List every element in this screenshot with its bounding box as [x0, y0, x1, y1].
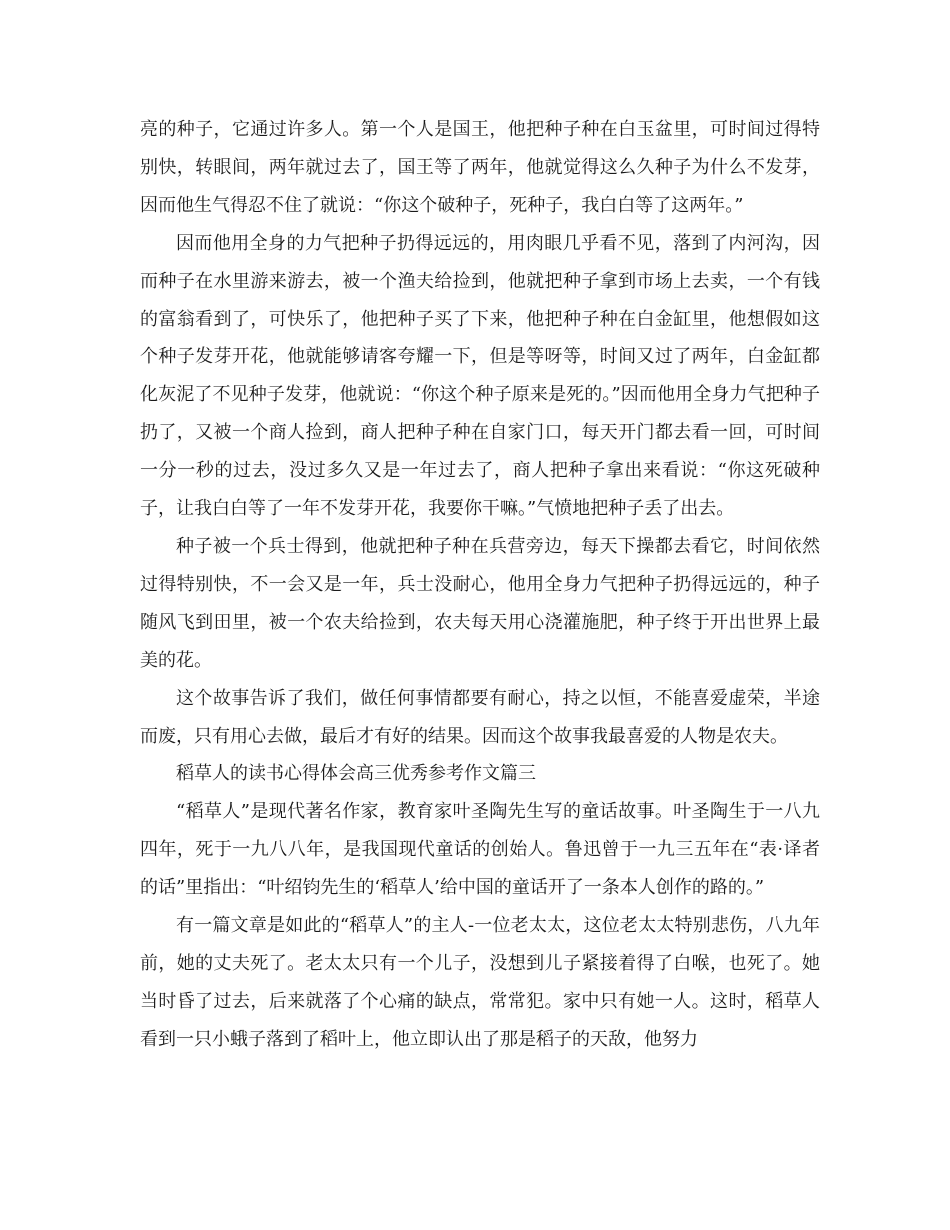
- paragraph-4: 这个故事告诉了我们，做任何事情都要有耐心，持之以恒，不能喜爱虚荣，半途而废，只有用心去做，最后才有好的结果。因而这个故事我最喜爱的人物是农夫。: [140, 687, 820, 747]
- paragraph-6: 有一篇文章是如此的“稻草人”的主人-一位老太太，这位老太太特别悲伤，八九年前，她的丈夫死了。老太太只有一个儿子，没想到儿子紧接着得了白喉，也死了。她当时昏了过去，后来就落了个心痛的缺点，常常犯。家中只有她一人。这时，稻草人看到一只小蛾子落到了稻叶上，他立即认出了那是稻子的天敌，他努力: [140, 915, 820, 1050]
- section-heading: 稻草人的读书心得体会高三优秀参考作文篇三: [176, 763, 536, 785]
- paragraph-2: 因而他用全身的力气把种子扔得远远的，用肉眼几乎看不见，落到了内河沟，因而种子在水里游来游去，被一个渔夫给捡到，他就把种子拿到市场上去卖，一个有钱的富翁看到了，可快乐了，他把种子买了下来，他把种子种在白金缸里，他想假如这个种子发芽开花，他就能够请客夸耀一下，但是等呀等，时间又过了两年，白金缸都化灰泥了不见种子发芽，他就说：“你这个种子原来是死的。”因而他用全身力气把种子扔了，又被一个商人捡到，商人把种子种在自家门口，每天开门都去看一回，可时间一分一秒的过去，没过多久又是一年过去了，商人把种子拿出来看说：“你这死破种子，让我白白等了一年不发芽开花，我要你干嘛。”气愤地把种子丢了出去。: [140, 232, 820, 520]
- document-body: [140, 111, 820, 1059]
- paragraph-1: 亮的种子，它通过许多人。第一个人是国王，他把种子种在白玉盆里，可时间过得特别快，转眼间，两年就过去了，国王等了两年，他就觉得这么久种子为什么不发芽，因而他生气得忍不住了就说：“你这个破种子，死种子，我白白等了这两年。”: [140, 119, 820, 216]
- paragraph-3: 种子被一个兵士得到，他就把种子种在兵营旁边，每天下操都去看它，时间依然过得特别快，不一会又是一年，兵士没耐心，他用全身力气把种子扔得远远的，种子随风飞到田里，被一个农夫给捡到，农夫每天用心浇灌施肥，种子终于开出世界上最美的花。: [140, 535, 820, 671]
- paragraph-5: “稻草人”是现代著名作家，教育家叶圣陶先生写的童话故事。叶圣陶生于一八九四年，死于一九八八年，是我国现代童话的创始人。鲁迅曾于一九三五年在“表·译者的话”里指出：“叶绍钧先生的‘稻草人’给中国的童话开了一条本人创作的路的。”: [140, 801, 820, 899]
